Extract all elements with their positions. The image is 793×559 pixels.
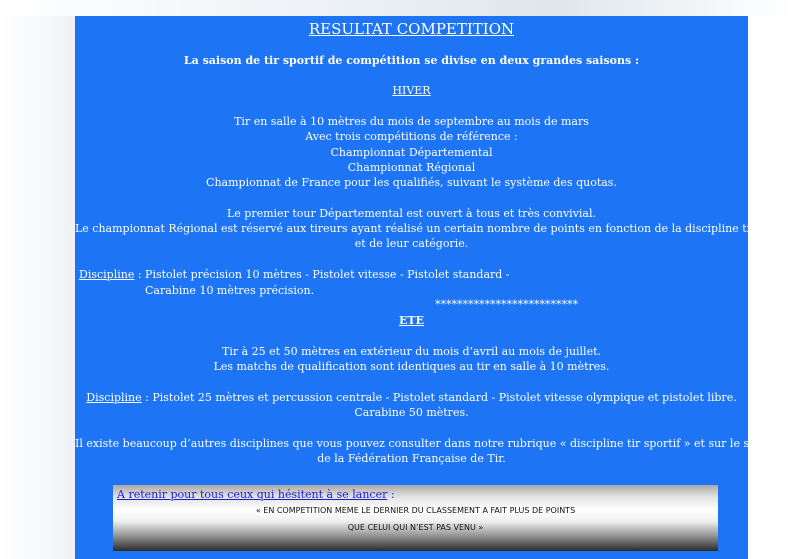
winter-heading: HIVER — [392, 84, 431, 97]
winter-discipline-text: : Pistolet précision 10 mètres - Pistolet vitesse - Pistolet standard - — [134, 268, 510, 281]
summer-discipline-label: Discipline — [86, 391, 142, 404]
winter-discipline — [79, 268, 752, 282]
winter-line: Championnat Régional — [347, 161, 476, 174]
content-panel — [75, 16, 769, 559]
other-line: Il existe beaucoup d’autres disciplines que vous pouvez consulter dans notre rubrique « discipline tir sportif » et sur le site — [75, 437, 764, 450]
winter-line: et de leur catégorie. — [354, 237, 469, 250]
left-margin — [0, 16, 75, 559]
notice-colon: : — [387, 488, 395, 501]
winter-line: Le championnat Régional est réservé aux tireurs ayant réalisé un certain nombre de points en fonction de la discipline tirée — [75, 222, 769, 235]
summer-line: Les matchs de qualification sont identiques au tir en salle à 10 mètres. — [213, 360, 610, 373]
notice-box — [113, 485, 718, 551]
winter-line: Avec trois compétitions de référence : — [305, 130, 518, 143]
top-gradient-bar — [0, 0, 793, 16]
notice-quote-line: « EN COMPETITION MEME LE DERNIER DU CLASSEMENT A FAIT PLUS DE POINTS — [255, 506, 576, 515]
summer-discipline — [75, 391, 748, 405]
page-title: RESULTAT COMPETITION — [308, 20, 515, 38]
summer-line: Tir à 25 et 50 mètres en extérieur du mois d’avril au mois de juillet. — [221, 345, 602, 358]
winter-line: Le premier tour Départemental est ouvert à tous et très convivial. — [226, 207, 596, 220]
summer-discipline-text: : Pistolet 25 mètres et percussion centrale - Pistolet standard - Pistolet vitesse olympique et pistolet libre. — [141, 391, 737, 404]
intro-text: La saison de tir sportif de compétition se divise en deux grandes saisons : — [183, 54, 640, 67]
winter-line: Tir en salle à 10 mètres du mois de septembre au mois de mars — [234, 115, 589, 128]
winter-discipline-label: Discipline — [79, 268, 135, 281]
winter-line: Championnat de France pour les qualifiés, suivant le système des quotas. — [206, 176, 617, 189]
notice-lead — [117, 488, 395, 502]
summer-discipline-line2: Carabine 50 mètres. — [354, 406, 469, 419]
other-line: de la Fédération Française de Tir. — [317, 452, 506, 465]
winter-discipline-line2: Carabine 10 mètres précision. — [145, 284, 315, 297]
notice-quote-line: QUE CELUI QUI N’EST PAS VENU » — [347, 523, 484, 532]
summer-heading: ETE — [399, 314, 424, 327]
separator: ************************** — [435, 298, 578, 311]
notice-link[interactable]: A retenir pour tous ceux qui hésitent à se lancer — [117, 488, 388, 501]
winter-line: Championnat Départemental — [330, 146, 493, 159]
